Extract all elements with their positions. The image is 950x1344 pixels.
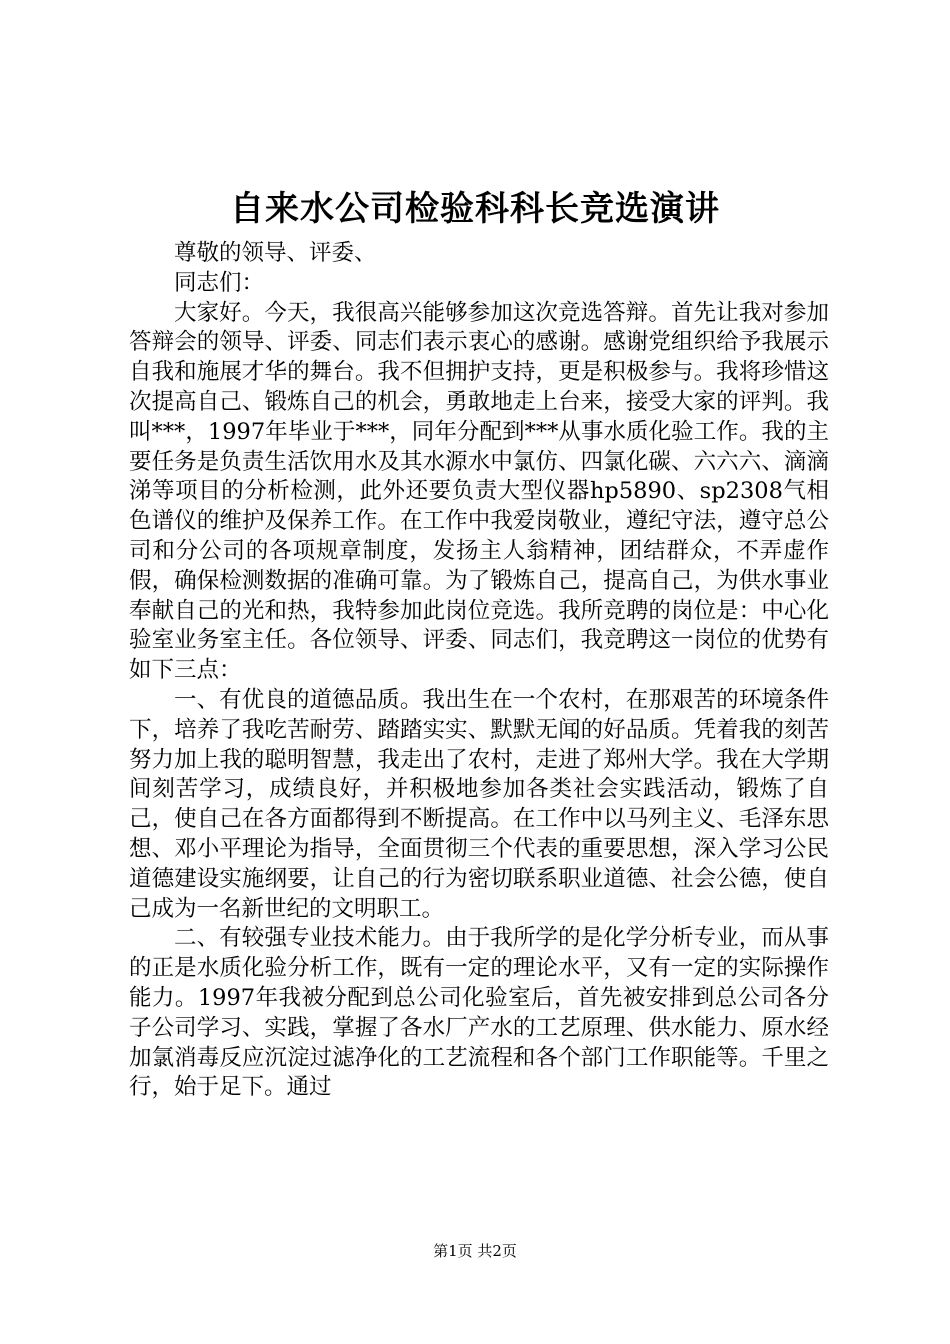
salutation-line: 尊敬的领导、评委、 (174, 240, 377, 266)
page-number-footer: 第1页 共2页 (433, 1242, 517, 1260)
body-paragraph: 一、有优良的道德品质。我出生在一个农村，在那艰苦的环境条件下，培养了我吃苦耐劳、踏踏实实、默默无闻的好品质。凭着我的刻苦努力加上我的聪明智慧，我走出了农村，走进了郑州大学。我在大学期间刻苦学习，成绩良好，并积极地参加各类社会实践活动，锻炼了自己，使自己在各方面都得到不断提高。在工作中以马列主义、毛泽东思想、邓小平理论为指导，全面贯彻三个代表的重要思想，深入学习公民道德建设实施纲要，让自己的行为密切联系职业道德、社会公德，使自己成为一名新世纪的文明职工。 (129, 686, 829, 922)
body-paragraph: 二、有较强专业技术能力。由于我所学的是化学分析专业，而从事的正是水质化验分析工作，既有一定的理论水平，又有一定的实际操作能力。1997年我被分配到总公司化验室后，首先被安排到总公司各分子公司学习、实践，掌握了各水厂产水的工艺原理、供水能力、原水经加氯消毒反应沉淀过滤净化的工艺流程和各个部门工作职能等。千里之行，始于足下。通过 (129, 925, 829, 1101)
body-paragraph: 大家好。今天，我很高兴能够参加这次竞选答辩。首先让我对参加答辩会的领导、评委、同志们表示衷心的感谢。感谢党组织给予我展示自我和施展才华的舞台。我不但拥护支持，更是积极参与。我将珍惜这次提高自己、锻炼自己的机会，勇敢地走上台来，接受大家的评判。我叫***，1997年毕业于***，同年分配到***从事水质化验工作。我的主要任务是负责生活饮用水及其水源水中氯仿、四氯化碳、六六六、滴滴涕等项目的分析检测，此外还要负责大型仪器hp5890、sp2308气相色谱仪的维护及保养工作。在工作中我爱岗敬业，遵纪守法，遵守总公司和分公司的各项规章制度，发扬主人翁精神，团结群众，不弄虚作假，确保检测数据的准确可靠。为了锻炼自己，提高自己，为供水事业奉献自己的光和热，我特参加此岗位竞选。我所竞聘的岗位是：中心化验室业务室主任。各位领导、评委、同志们，我竞聘这一岗位的优势有如下三点： (129, 299, 829, 684)
document-body (129, 239, 829, 1103)
document-title: 自来水公司检验科科长竞选演讲 (230, 189, 720, 229)
salutation-line: 同志们： (174, 269, 265, 296)
